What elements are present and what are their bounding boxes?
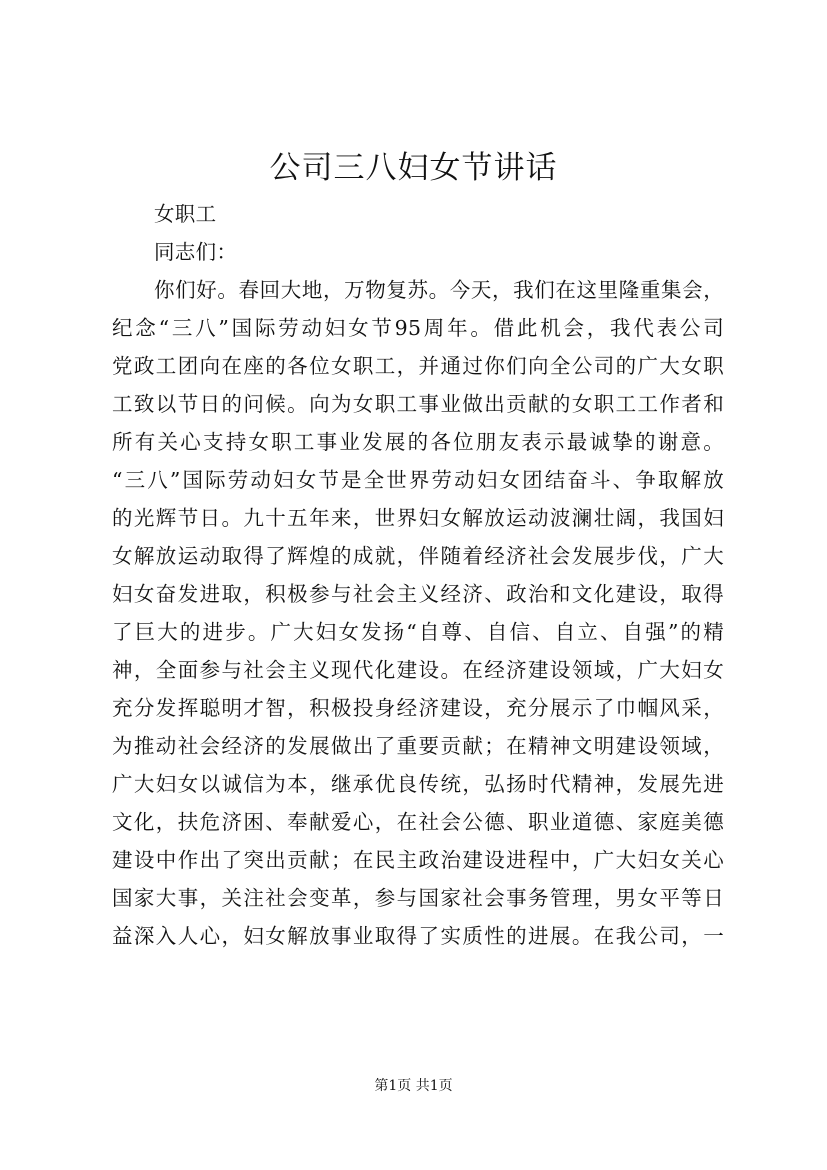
paragraph-line: 益深入人心，妇女解放事业取得了实质性的进展。在我公司，一 (112, 924, 724, 948)
page-footer: 第1页 共1页 (374, 1078, 453, 1094)
paragraph-line: 所有关心支持女职工事业发展的各位朋友表示最诚挚的谢意。 (112, 430, 724, 454)
paragraph-line: 女解放运动取得了辉煌的成就，伴随着经济社会发展步伐，广大 (112, 544, 724, 568)
paragraph-line: 神，全面参与社会主义现代化建设。在经济建设领域，广大妇女 (112, 658, 724, 682)
paragraph-line: 纪念“三八”国际劳动妇女节95周年。借此机会，我代表公司 (112, 316, 724, 340)
document-body (112, 195, 724, 955)
paragraph-line: 了巨大的进步。广大妇女发扬“自尊、自信、自立、自强”的精 (112, 620, 724, 644)
paragraph-line: 党政工团向在座的各位女职工，并通过你们向全公司的广大女职 (112, 354, 724, 378)
paragraph-line: “三八”国际劳动妇女节是全世界劳动妇女团结奋斗、争取解放 (112, 468, 724, 492)
salutation-line: 女职工 (154, 202, 217, 226)
paragraph-line: 你们好。春回大地，万物复苏。今天，我们在这里隆重集会， (154, 278, 724, 302)
paragraph-line: 国家大事，关注社会变革，参与国家社会事务管理，男女平等日 (112, 886, 724, 910)
paragraph-line: 充分发挥聪明才智，积极投身经济建设，充分展示了巾帼风采， (112, 696, 724, 720)
paragraph-line: 广大妇女以诚信为本，继承优良传统，弘扬时代精神，发展先进 (112, 772, 724, 796)
paragraph-line: 工致以节日的问候。向为女职工事业做出贡献的女职工工作者和 (112, 392, 724, 416)
greeting-line: 同志们： (154, 240, 238, 264)
document-title: 公司三八妇女节讲话 (269, 150, 558, 186)
paragraph-line: 妇女奋发进取，积极参与社会主义经济、政治和文化建设，取得 (112, 582, 724, 606)
paragraph-line: 文化，扶危济困、奉献爱心，在社会公德、职业道德、家庭美德 (112, 810, 724, 834)
paragraph-line: 为推动社会经济的发展做出了重要贡献；在精神文明建设领域， (112, 734, 724, 758)
paragraph-line: 的光辉节日。九十五年来，世界妇女解放运动波澜壮阔，我国妇 (112, 506, 724, 530)
paragraph-line: 建设中作出了突出贡献；在民主政治建设进程中，广大妇女关心 (112, 848, 724, 872)
